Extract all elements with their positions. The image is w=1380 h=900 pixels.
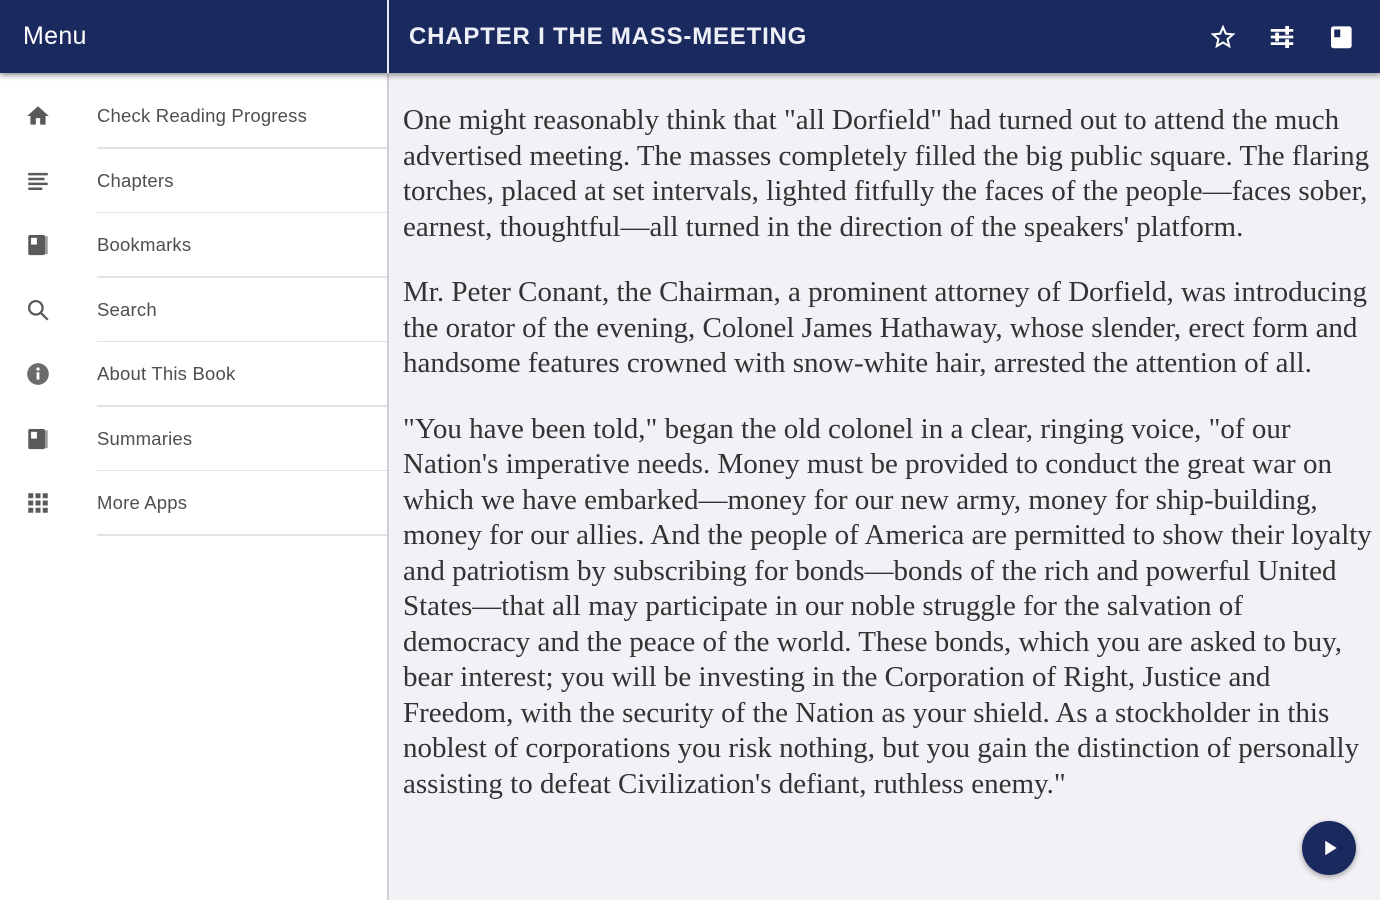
book-icon (25, 232, 51, 258)
paragraph: "You have been told," began the old colonel in a clear, ringing voice, "of our Nation's imperative needs. Money must be provided to conduct the great war on which we have embarked—money for our new army, money for ship-building, money for our allies. And the people of America are permitted to show their loyalty and patriotism by subscribing for bonds—bonds of the rich and powerful United States—that all may participate in our noble struggle for the salvation of democracy and the peace of the world. These bonds, which you are asked to buy, bear interest; you will be investing in the Corporation of Right, Justice and Freedom, with the security of the Nation as your shield. As a stockholder in this noblest of corporations you risk nothing, but you gain the distinction of personally assisting to defeat Civilization's defiant, ruthless enemy." (403, 412, 1372, 800)
sidebar-menu (0, 75, 389, 900)
header-actions (1208, 22, 1380, 52)
sidebar-item-bookmarks[interactable] (0, 213, 387, 278)
info-icon (25, 361, 51, 387)
reader-mode-button[interactable] (1326, 22, 1356, 52)
search-icon (25, 297, 51, 323)
sidebar-item-label: Check Reading Progress (97, 105, 308, 127)
book-text-area[interactable] (391, 75, 1380, 900)
sidebar-item-check-reading-progress[interactable] (0, 84, 387, 149)
sidebar-item-label: More Apps (97, 492, 188, 514)
sidebar-item-label: Bookmarks (97, 234, 192, 256)
sidebar-item-search[interactable] (0, 278, 387, 343)
home-icon (25, 103, 51, 129)
sidebar-item-label: Chapters (97, 169, 174, 191)
reader-mode-icon (1326, 22, 1356, 52)
sidebar-item-summaries[interactable] (0, 407, 387, 472)
chapter-title: CHAPTER I THE MASS-MEETING (409, 22, 808, 50)
play-icon (1314, 833, 1344, 863)
sidebar-item-label: About This Book (97, 363, 236, 385)
play-fab-button[interactable] (1302, 821, 1356, 875)
app-header (0, 0, 1380, 73)
sidebar-item-more-apps[interactable] (0, 471, 387, 536)
sidebar-item-chapters[interactable] (0, 149, 387, 214)
paragraph: Mr. Peter Conant, the Chairman, a prominent attorney of Dorfield, was introducing the orator of the evening, Colonel James Hathaway, whose slender, erect form and handsome features crowned with snow-white hair, arrested the attention of all. (403, 276, 1368, 379)
menu-label: Menu (23, 22, 87, 50)
sidebar-item-about-this-book[interactable] (0, 342, 387, 407)
settings-button[interactable] (1267, 22, 1297, 52)
apps-grid-icon (25, 490, 51, 516)
star-icon (1208, 22, 1238, 52)
paragraph: One might reasonably think that "all Dorfield" had turned out to attend the much advertised meeting. The masses completely filled the big public square. The flaring torches, placed at set intervals, lighted fitfully the faces of the people—faces sober, earnest, thoughtful—all turned in the direction of the speakers' platform. (403, 104, 1370, 243)
book-icon (25, 426, 51, 452)
tune-icon (1267, 22, 1297, 52)
sidebar-item-label: Summaries (97, 427, 193, 449)
header-divider (387, 0, 389, 73)
favorite-button[interactable] (1208, 22, 1238, 52)
chapters-lines-icon (25, 168, 51, 194)
sidebar-item-label: Search (97, 298, 157, 320)
menu-button[interactable] (0, 0, 387, 73)
